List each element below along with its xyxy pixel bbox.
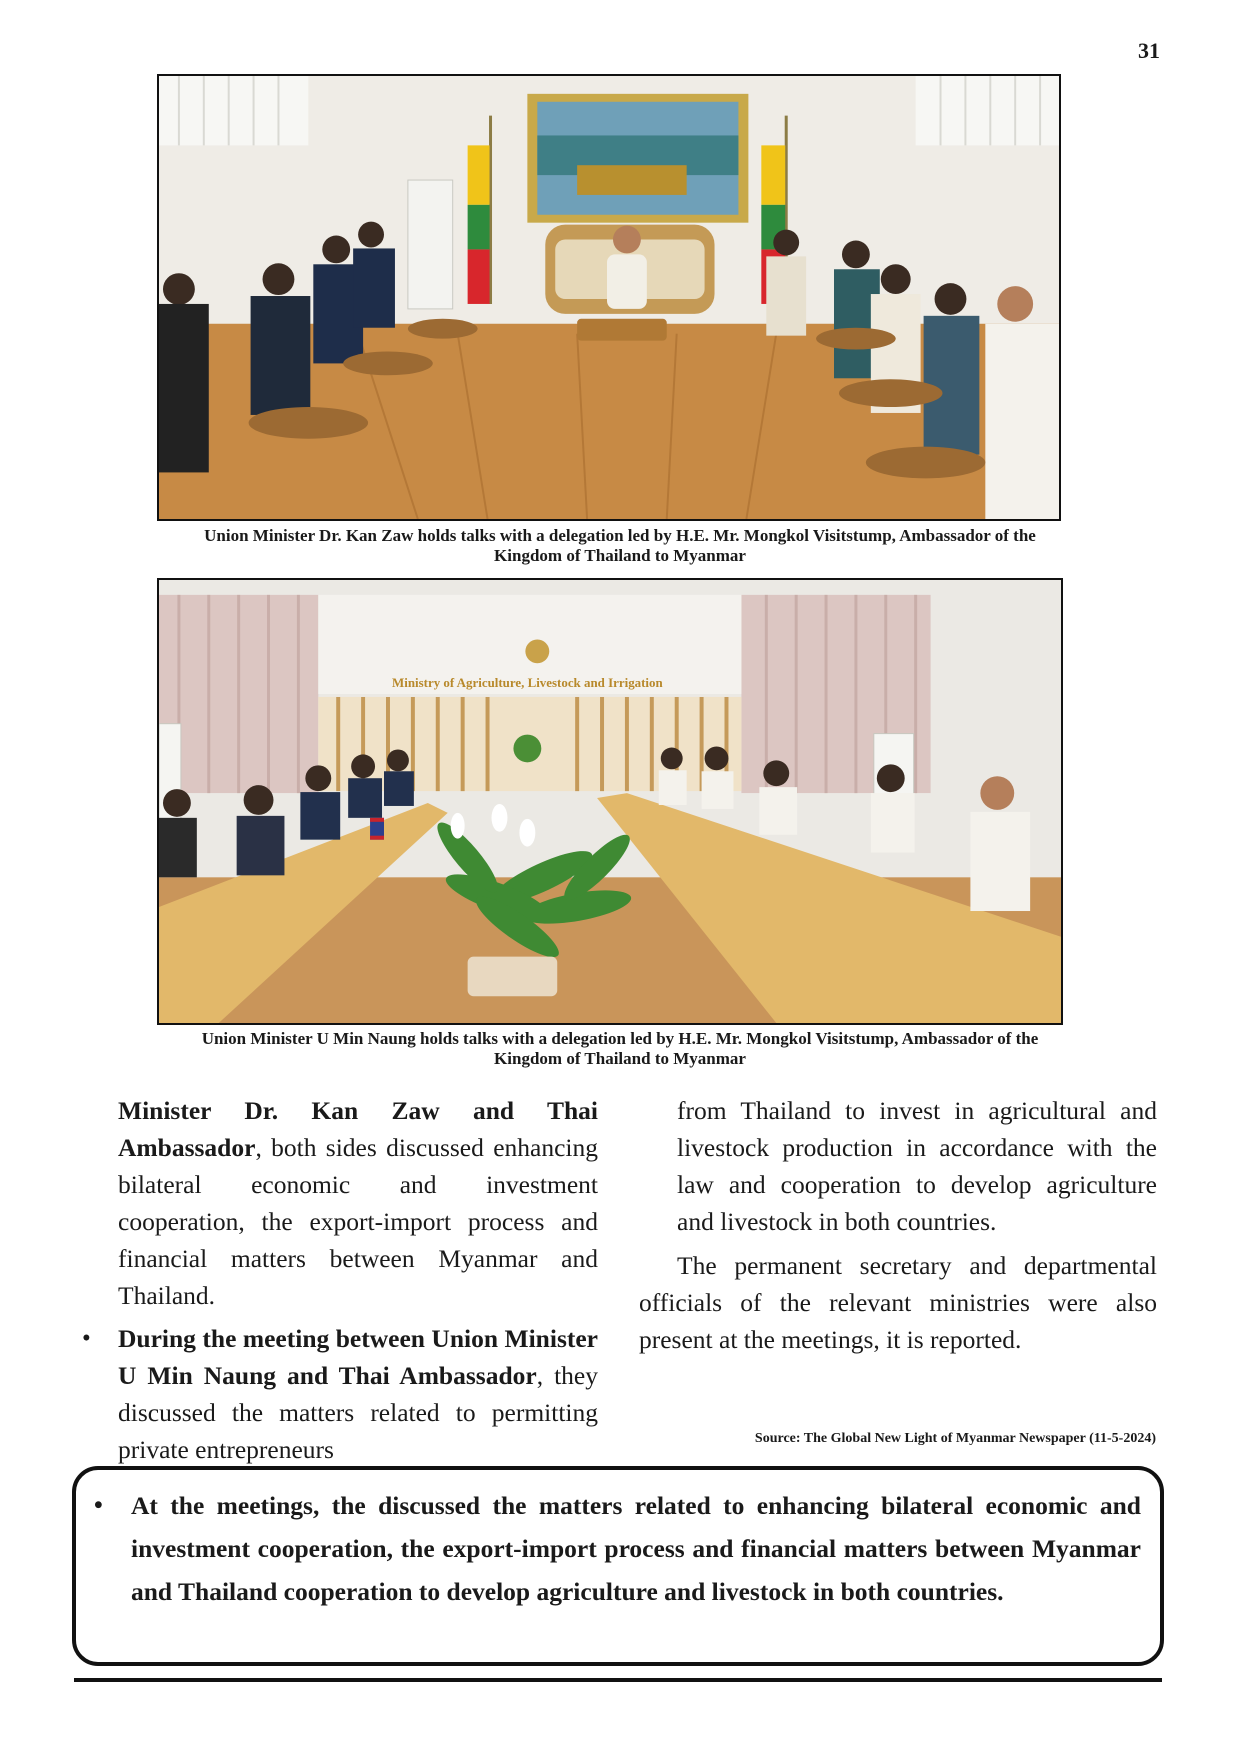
- left-paragraph-1-body: , both sides discussed enhancing bilateral economic and investment cooperation, the export-import process and financial matters between Myanmar and Thailand.: [118, 1133, 598, 1310]
- summary-box: [72, 1466, 1164, 1666]
- photo-1-caption: [90, 526, 1150, 566]
- right-paragraph-2: The permanent secretary and departmental officials of the relevant ministries were also present at the meetings, it is reported.: [639, 1251, 1157, 1354]
- article-right-column: [639, 1092, 1157, 1358]
- left-paragraph-2-body: , they discussed the matters related to permitting private entrepreneurs: [118, 1361, 598, 1464]
- source-citation: Source: The Global New Light of Myanmar Newspaper (11-5-2024): [754, 1431, 1156, 1446]
- article-left-column: [82, 1092, 598, 1468]
- meeting-photo-2-image: [159, 580, 1061, 1023]
- meeting-photo-1-image: [159, 76, 1059, 519]
- left-paragraph-1: [118, 1092, 598, 1314]
- bullet-icon: •: [82, 1325, 91, 1352]
- summary-text: At the meetings, the discussed the matters related to enhancing bilateral economic and investment cooperation, the export-import process and financial matters between Myanmar and Thailand cooperation to develop agriculture and livestock in both countries.: [131, 1491, 1141, 1606]
- summary-bullet-icon: •: [94, 1492, 103, 1519]
- right-paragraph-1: from Thailand to invest in agricultural and livestock production in accordance with the law and cooperation to develop agriculture and livestock in both countries.: [677, 1096, 1157, 1236]
- photo-1-caption-line-2: Kingdom of Thailand to Myanmar: [494, 546, 746, 565]
- photo-2-caption: [90, 1029, 1150, 1069]
- page-number: 31: [1138, 38, 1160, 63]
- meeting-photo-min-naung: [157, 578, 1063, 1025]
- meeting-photo-kan-zaw: [157, 74, 1061, 521]
- photo-1-caption-line-1: Union Minister Dr. Kan Zaw holds talks with a delegation led by H.E. Mr. Mongkol Visitstump, Ambassador of the: [204, 526, 1036, 545]
- left-paragraph-1-lead: Minister Dr. Kan Zaw and Thai Ambassador: [118, 1096, 598, 1162]
- bottom-divider: [74, 1678, 1162, 1682]
- left-paragraph-2-lead: During the meeting between Union Minister U Min Naung and Thai Ambassador: [118, 1324, 598, 1390]
- photo-2-caption-line-1: Union Minister U Min Naung holds talks with a delegation led by H.E. Mr. Mongkol Visitstump, Ambassador of the: [201, 1029, 1039, 1048]
- left-paragraph-2: [82, 1320, 598, 1468]
- photo-2-caption-line-2: Kingdom of Thailand to Myanmar: [494, 1049, 746, 1068]
- ministry-sign-text: Ministry of Agriculture, Livestock and Irrigation: [392, 675, 663, 691]
